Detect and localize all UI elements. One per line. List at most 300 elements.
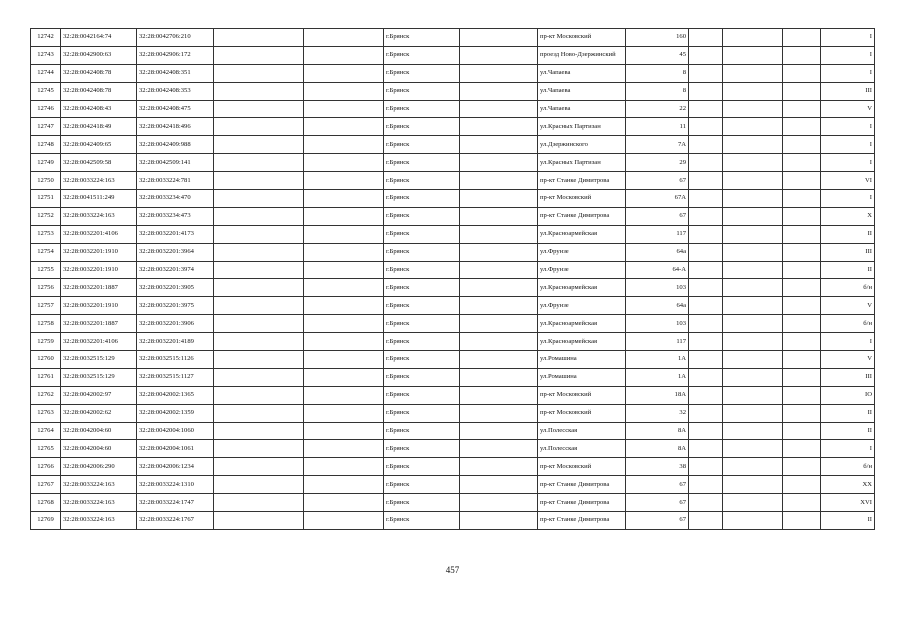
empty-cell: [783, 172, 821, 190]
empty-cell: [783, 494, 821, 512]
empty-cell: [214, 440, 304, 458]
house-number-cell: 67: [626, 476, 689, 494]
cadastral-number-cell: 32:28:0032201:1910: [61, 297, 137, 315]
empty-cell: [689, 386, 723, 404]
empty-cell: [304, 279, 384, 297]
row-number-cell: 12747: [31, 118, 61, 136]
street-cell: ул.Ромашина: [538, 351, 626, 369]
table-row: [31, 64, 875, 82]
street-cell: пр-кт Московский: [538, 458, 626, 476]
empty-cell: [214, 243, 304, 261]
empty-cell: [689, 261, 723, 279]
empty-cell: [783, 333, 821, 351]
row-number-cell: 12748: [31, 136, 61, 154]
category-cell: I: [821, 118, 875, 136]
empty-cell: [214, 82, 304, 100]
cadastral-number-cell: 32:28:0033224:1767: [137, 512, 214, 530]
row-number-cell: 12763: [31, 404, 61, 422]
empty-cell: [214, 315, 304, 333]
empty-cell: [689, 172, 723, 190]
empty-cell: [304, 315, 384, 333]
cadastral-number-cell: 32:28:0032201:4173: [137, 225, 214, 243]
cadastral-number-cell: 32:28:0042006:290: [61, 458, 137, 476]
empty-cell: [689, 404, 723, 422]
empty-cell: [214, 118, 304, 136]
empty-cell: [460, 494, 538, 512]
cadastral-number-cell: 32:28:0042409:988: [137, 136, 214, 154]
cadastral-number-cell: 32:28:0042509:58: [61, 154, 137, 172]
empty-cell: [214, 333, 304, 351]
empty-cell: [723, 100, 783, 118]
empty-cell: [304, 297, 384, 315]
table-row: [31, 476, 875, 494]
category-cell: III: [821, 243, 875, 261]
street-cell: ул.Красноармейская: [538, 279, 626, 297]
city-cell: г.Брянск: [384, 458, 460, 476]
cadastral-number-cell: 32:28:0033234:470: [137, 190, 214, 208]
empty-cell: [460, 154, 538, 172]
house-number-cell: 103: [626, 315, 689, 333]
house-number-cell: 67: [626, 494, 689, 512]
cadastral-number-cell: 32:28:0032201:1887: [61, 279, 137, 297]
empty-cell: [460, 136, 538, 154]
empty-cell: [689, 154, 723, 172]
city-cell: г.Брянск: [384, 190, 460, 208]
empty-cell: [723, 494, 783, 512]
empty-cell: [783, 136, 821, 154]
empty-cell: [689, 100, 723, 118]
empty-cell: [723, 279, 783, 297]
empty-cell: [304, 458, 384, 476]
street-cell: пр-кт Станке Димитрова: [538, 512, 626, 530]
category-cell: V: [821, 100, 875, 118]
house-number-cell: 11: [626, 118, 689, 136]
table-row: [31, 82, 875, 100]
street-cell: пр-кт Московский: [538, 190, 626, 208]
cadastral-number-cell: 32:28:0032201:3974: [137, 261, 214, 279]
category-cell: I: [821, 64, 875, 82]
city-cell: г.Брянск: [384, 118, 460, 136]
empty-cell: [304, 100, 384, 118]
street-cell: ул.Красных Партизан: [538, 118, 626, 136]
empty-cell: [460, 118, 538, 136]
empty-cell: [460, 64, 538, 82]
cadastral-number-cell: 32:28:0042409:65: [61, 136, 137, 154]
empty-cell: [304, 261, 384, 279]
cadastral-number-cell: 32:28:0033224:163: [61, 172, 137, 190]
table-row: [31, 29, 875, 47]
cadastral-number-cell: 32:28:0032515:129: [61, 368, 137, 386]
table-row: [31, 386, 875, 404]
empty-cell: [214, 29, 304, 47]
empty-cell: [723, 297, 783, 315]
category-cell: X: [821, 207, 875, 225]
cadastral-number-cell: 32:28:0042418:496: [137, 118, 214, 136]
empty-cell: [214, 261, 304, 279]
empty-cell: [214, 297, 304, 315]
empty-cell: [214, 476, 304, 494]
empty-cell: [460, 225, 538, 243]
street-cell: проезд Ново-Дзержинский: [538, 46, 626, 64]
empty-cell: [723, 458, 783, 476]
street-cell: пр-кт Станке Димитрова: [538, 207, 626, 225]
empty-cell: [723, 422, 783, 440]
category-cell: I: [821, 154, 875, 172]
row-number-cell: 12746: [31, 100, 61, 118]
empty-cell: [723, 118, 783, 136]
cadastral-number-cell: 32:28:0032201:3975: [137, 297, 214, 315]
empty-cell: [689, 422, 723, 440]
cadastral-number-cell: 32:28:0042004:60: [61, 422, 137, 440]
row-number-cell: 12752: [31, 207, 61, 225]
empty-cell: [460, 100, 538, 118]
house-number-cell: 1А: [626, 351, 689, 369]
row-number-cell: 12756: [31, 279, 61, 297]
table-row: [31, 512, 875, 530]
cadastral-number-cell: 32:28:0042418:49: [61, 118, 137, 136]
city-cell: г.Брянск: [384, 82, 460, 100]
category-cell: II: [821, 404, 875, 422]
table-row: [31, 46, 875, 64]
cadastral-number-cell: 32:28:0032515:1126: [137, 351, 214, 369]
empty-cell: [304, 207, 384, 225]
empty-cell: [783, 190, 821, 208]
row-number-cell: 12764: [31, 422, 61, 440]
empty-cell: [304, 440, 384, 458]
category-cell: IO: [821, 386, 875, 404]
category-cell: II: [821, 512, 875, 530]
empty-cell: [214, 279, 304, 297]
empty-cell: [304, 404, 384, 422]
empty-cell: [689, 512, 723, 530]
table-row: [31, 190, 875, 208]
cadastral-number-cell: 32:28:0033234:473: [137, 207, 214, 225]
empty-cell: [723, 82, 783, 100]
empty-cell: [689, 458, 723, 476]
street-cell: пр-кт Московский: [538, 404, 626, 422]
house-number-cell: 8: [626, 82, 689, 100]
category-cell: б/н: [821, 315, 875, 333]
table-row: [31, 351, 875, 369]
city-cell: г.Брянск: [384, 154, 460, 172]
house-number-cell: 8: [626, 64, 689, 82]
empty-cell: [304, 243, 384, 261]
cadastral-number-cell: 32:28:0042004:1060: [137, 422, 214, 440]
cadastral-number-cell: 32:28:0042002:1359: [137, 404, 214, 422]
cadastral-number-cell: 32:28:0042002:1365: [137, 386, 214, 404]
empty-cell: [460, 422, 538, 440]
row-number-cell: 12754: [31, 243, 61, 261]
page-number: 457: [445, 565, 460, 575]
city-cell: г.Брянск: [384, 315, 460, 333]
city-cell: г.Брянск: [384, 351, 460, 369]
empty-cell: [304, 494, 384, 512]
row-number-cell: 12765: [31, 440, 61, 458]
empty-cell: [783, 476, 821, 494]
empty-cell: [723, 172, 783, 190]
empty-cell: [460, 82, 538, 100]
empty-cell: [723, 440, 783, 458]
table-row: [31, 154, 875, 172]
cadastral-number-cell: 32:28:0032201:3964: [137, 243, 214, 261]
house-number-cell: 7А: [626, 136, 689, 154]
street-cell: ул.Фрунзе: [538, 297, 626, 315]
row-number-cell: 12745: [31, 82, 61, 100]
table-row: [31, 458, 875, 476]
street-cell: пр-кт Станке Димитрова: [538, 494, 626, 512]
row-number-cell: 12744: [31, 64, 61, 82]
empty-cell: [460, 46, 538, 64]
empty-cell: [214, 458, 304, 476]
empty-cell: [689, 494, 723, 512]
category-cell: III: [821, 82, 875, 100]
empty-cell: [783, 29, 821, 47]
table-row: [31, 404, 875, 422]
cadastral-number-cell: 32:28:0032201:1910: [61, 243, 137, 261]
empty-cell: [723, 29, 783, 47]
empty-cell: [214, 404, 304, 422]
cadastral-number-cell: 32:28:0042408:78: [61, 82, 137, 100]
empty-cell: [689, 243, 723, 261]
empty-cell: [689, 440, 723, 458]
empty-cell: [723, 225, 783, 243]
category-cell: XVI: [821, 494, 875, 512]
house-number-cell: 1А: [626, 368, 689, 386]
street-cell: пр-кт Московский: [538, 29, 626, 47]
house-number-cell: 38: [626, 458, 689, 476]
table-row: [31, 279, 875, 297]
city-cell: г.Брянск: [384, 64, 460, 82]
empty-cell: [214, 154, 304, 172]
row-number-cell: 12768: [31, 494, 61, 512]
cadastral-number-cell: 32:28:0042906:172: [137, 46, 214, 64]
city-cell: г.Брянск: [384, 261, 460, 279]
house-number-cell: 103: [626, 279, 689, 297]
row-number-cell: 12759: [31, 333, 61, 351]
table-row: [31, 261, 875, 279]
category-cell: VI: [821, 172, 875, 190]
row-number-cell: 12769: [31, 512, 61, 530]
house-number-cell: 117: [626, 225, 689, 243]
category-cell: II: [821, 422, 875, 440]
street-cell: ул.Красноармейская: [538, 333, 626, 351]
empty-cell: [723, 315, 783, 333]
table-row: [31, 207, 875, 225]
empty-cell: [304, 422, 384, 440]
category-cell: I: [821, 29, 875, 47]
city-cell: г.Брянск: [384, 440, 460, 458]
city-cell: г.Брянск: [384, 225, 460, 243]
table-row: [31, 494, 875, 512]
street-cell: ул.Чапаева: [538, 100, 626, 118]
category-cell: II: [821, 261, 875, 279]
cadastral-number-cell: 32:28:0033224:781: [137, 172, 214, 190]
row-number-cell: 12758: [31, 315, 61, 333]
empty-cell: [304, 136, 384, 154]
category-cell: III: [821, 368, 875, 386]
empty-cell: [214, 190, 304, 208]
category-cell: I: [821, 333, 875, 351]
empty-cell: [783, 315, 821, 333]
cadastral-number-cell: 32:28:0042509:141: [137, 154, 214, 172]
empty-cell: [460, 315, 538, 333]
empty-cell: [304, 64, 384, 82]
empty-cell: [783, 422, 821, 440]
empty-cell: [723, 207, 783, 225]
empty-cell: [304, 225, 384, 243]
house-number-cell: 67: [626, 207, 689, 225]
cadastral-number-cell: 32:28:0033224:1310: [137, 476, 214, 494]
empty-cell: [723, 512, 783, 530]
empty-cell: [723, 333, 783, 351]
empty-cell: [460, 440, 538, 458]
category-cell: I: [821, 190, 875, 208]
empty-cell: [214, 100, 304, 118]
row-number-cell: 12751: [31, 190, 61, 208]
street-cell: ул.Фрунзе: [538, 261, 626, 279]
empty-cell: [304, 29, 384, 47]
empty-cell: [214, 64, 304, 82]
empty-cell: [304, 46, 384, 64]
empty-cell: [214, 172, 304, 190]
empty-cell: [689, 333, 723, 351]
empty-cell: [723, 386, 783, 404]
empty-cell: [783, 82, 821, 100]
row-number-cell: 12767: [31, 476, 61, 494]
empty-cell: [783, 297, 821, 315]
street-cell: пр-кт Станке Димитрова: [538, 172, 626, 190]
empty-cell: [783, 207, 821, 225]
empty-cell: [460, 458, 538, 476]
city-cell: г.Брянск: [384, 46, 460, 64]
empty-cell: [460, 404, 538, 422]
cadastral-number-cell: 32:28:0042408:353: [137, 82, 214, 100]
cadastral-number-cell: 32:28:0042002:97: [61, 386, 137, 404]
empty-cell: [783, 279, 821, 297]
empty-cell: [689, 207, 723, 225]
row-number-cell: 12761: [31, 368, 61, 386]
street-cell: ул.Красноармейская: [538, 225, 626, 243]
empty-cell: [689, 136, 723, 154]
city-cell: г.Брянск: [384, 476, 460, 494]
empty-cell: [460, 190, 538, 208]
house-number-cell: 67: [626, 512, 689, 530]
empty-cell: [689, 368, 723, 386]
table-row: [31, 225, 875, 243]
cadastral-number-cell: 32:28:0042002:62: [61, 404, 137, 422]
empty-cell: [304, 190, 384, 208]
empty-cell: [460, 368, 538, 386]
house-number-cell: 18А: [626, 386, 689, 404]
empty-cell: [460, 333, 538, 351]
empty-cell: [783, 154, 821, 172]
cadastral-number-cell: 32:28:0042408:351: [137, 64, 214, 82]
empty-cell: [304, 82, 384, 100]
empty-cell: [689, 315, 723, 333]
empty-cell: [689, 29, 723, 47]
empty-cell: [783, 118, 821, 136]
empty-cell: [304, 386, 384, 404]
empty-cell: [723, 64, 783, 82]
empty-cell: [304, 118, 384, 136]
empty-cell: [723, 46, 783, 64]
empty-cell: [783, 100, 821, 118]
table-row: [31, 118, 875, 136]
house-number-cell: 117: [626, 333, 689, 351]
empty-cell: [460, 476, 538, 494]
registry-table-body: [31, 29, 875, 530]
cadastral-number-cell: 32:28:0032201:3906: [137, 315, 214, 333]
cadastral-number-cell: 32:28:0033224:1747: [137, 494, 214, 512]
empty-cell: [723, 190, 783, 208]
house-number-cell: 67: [626, 172, 689, 190]
city-cell: г.Брянск: [384, 494, 460, 512]
house-number-cell: 67А: [626, 190, 689, 208]
table-row: [31, 315, 875, 333]
category-cell: V: [821, 351, 875, 369]
empty-cell: [783, 351, 821, 369]
table-row: [31, 100, 875, 118]
city-cell: г.Брянск: [384, 422, 460, 440]
row-number-cell: 12750: [31, 172, 61, 190]
street-cell: ул.Дзержинского: [538, 136, 626, 154]
empty-cell: [723, 404, 783, 422]
empty-cell: [723, 261, 783, 279]
empty-cell: [460, 351, 538, 369]
cadastral-number-cell: 32:28:0042706:210: [137, 29, 214, 47]
empty-cell: [783, 404, 821, 422]
empty-cell: [460, 386, 538, 404]
category-cell: I: [821, 46, 875, 64]
category-cell: V: [821, 297, 875, 315]
cadastral-number-cell: 32:28:0041511:249: [61, 190, 137, 208]
empty-cell: [689, 118, 723, 136]
cadastral-number-cell: 32:28:0032515:1127: [137, 368, 214, 386]
cadastral-number-cell: 32:28:0032201:4106: [61, 333, 137, 351]
registry-table: [30, 28, 875, 530]
empty-cell: [723, 154, 783, 172]
city-cell: г.Брянск: [384, 136, 460, 154]
house-number-cell: 64а: [626, 297, 689, 315]
street-cell: ул.Фрунзе: [538, 243, 626, 261]
cadastral-number-cell: 32:28:0042900:63: [61, 46, 137, 64]
city-cell: г.Брянск: [384, 333, 460, 351]
row-number-cell: 12749: [31, 154, 61, 172]
city-cell: г.Брянск: [384, 172, 460, 190]
empty-cell: [214, 46, 304, 64]
table-row: [31, 422, 875, 440]
house-number-cell: 64а: [626, 243, 689, 261]
city-cell: г.Брянск: [384, 279, 460, 297]
cadastral-number-cell: 32:28:0042004:60: [61, 440, 137, 458]
street-cell: пр-кт Московский: [538, 386, 626, 404]
empty-cell: [723, 351, 783, 369]
empty-cell: [723, 476, 783, 494]
house-number-cell: 29: [626, 154, 689, 172]
empty-cell: [689, 297, 723, 315]
cadastral-number-cell: 32:28:0042408:78: [61, 64, 137, 82]
city-cell: г.Брянск: [384, 386, 460, 404]
category-cell: б/н: [821, 279, 875, 297]
empty-cell: [689, 279, 723, 297]
empty-cell: [783, 46, 821, 64]
empty-cell: [304, 476, 384, 494]
empty-cell: [689, 82, 723, 100]
row-number-cell: 12742: [31, 29, 61, 47]
house-number-cell: 8А: [626, 422, 689, 440]
empty-cell: [460, 29, 538, 47]
cadastral-number-cell: 32:28:0032201:3905: [137, 279, 214, 297]
